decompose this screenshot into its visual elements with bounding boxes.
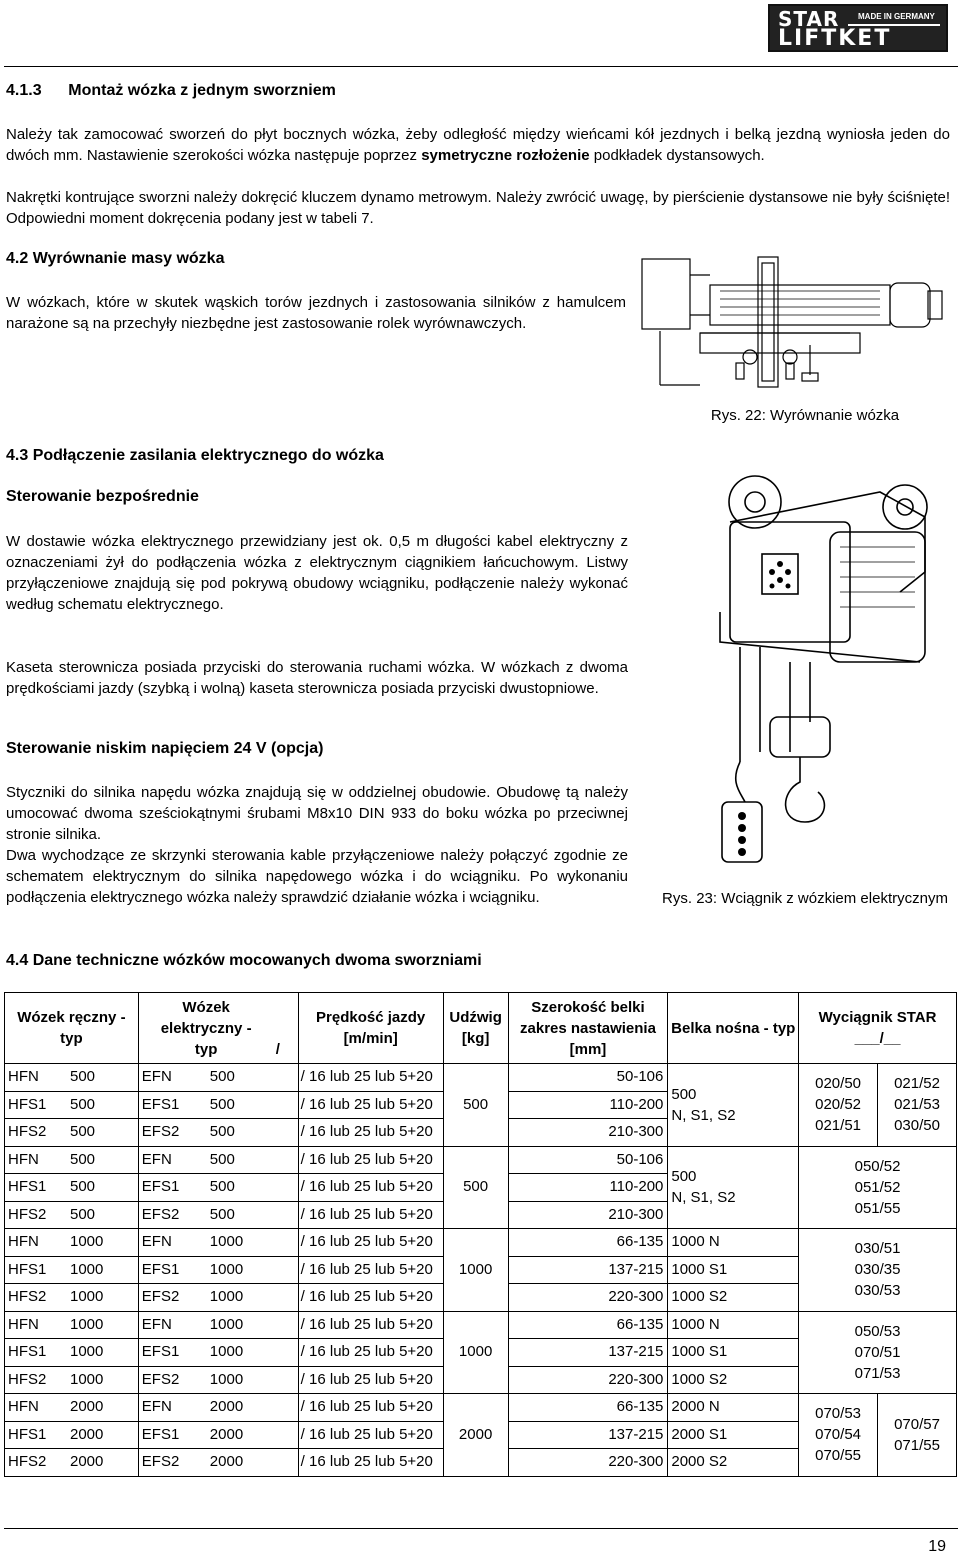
manual-size: 1000	[70, 1370, 104, 1388]
electric-size: 1000	[209, 1343, 244, 1361]
hoist-cell	[878, 1064, 957, 1147]
hoist-value: 021/53	[894, 1096, 940, 1114]
hoist-value: 030/51	[854, 1240, 901, 1258]
beam-type-cell: 1000 S1	[668, 1256, 799, 1284]
manual-type: HFS2	[8, 1453, 47, 1471]
hoist-value: 021/51	[815, 1117, 862, 1135]
manual-size: 2000	[70, 1398, 104, 1416]
manual-type: HFS2	[8, 1370, 47, 1388]
hoist-value: 021/52	[894, 1075, 940, 1093]
hoist-cell	[799, 1311, 957, 1394]
header-beam-width: Szerokość belki zakres nastawienia [mm]	[508, 993, 668, 1064]
manual-type-cell	[5, 1284, 139, 1312]
manual-type-cell	[5, 1256, 139, 1284]
beam-type-cell: 1000 S1	[668, 1339, 799, 1367]
electric-type: EFS1	[141, 1095, 180, 1113]
hoist-value: 071/53	[854, 1364, 901, 1382]
speed-cell: / 16 lub 25 lub 5+20	[298, 1229, 443, 1257]
manual-type-cell	[5, 1091, 139, 1119]
beam-width-cell: 137-215	[508, 1256, 668, 1284]
speed-cell: / 16 lub 25 lub 5+20	[298, 1394, 443, 1422]
electric-type-cell	[138, 1201, 298, 1229]
electric-size: 2000	[209, 1398, 244, 1416]
manual-type: HFN	[8, 1150, 39, 1168]
table-row	[5, 1064, 957, 1092]
beam-type-cell	[668, 1146, 799, 1229]
manual-size: 1000	[70, 1233, 104, 1251]
electric-size: 500	[209, 1205, 235, 1223]
electric-type-cell	[138, 1174, 298, 1202]
beam-type-cell: 1000 N	[668, 1229, 799, 1257]
hoist-value: 070/53	[815, 1405, 862, 1423]
table-row	[5, 1229, 957, 1257]
manual-size: 1000	[70, 1343, 104, 1361]
hoist-value: 051/52	[854, 1178, 901, 1196]
hoist-with-trolley-figure	[700, 462, 940, 872]
electric-type: EFN	[141, 1150, 172, 1168]
electric-type: EFN	[141, 1233, 172, 1251]
beam-width-cell: 66-135	[508, 1311, 668, 1339]
p1-part-bold: symetryczne rozłożenie	[421, 147, 590, 164]
manual-size: 1000	[70, 1315, 104, 1333]
beam-width-cell: 137-215	[508, 1421, 668, 1449]
manual-type-cell	[5, 1064, 139, 1092]
manual-type-cell	[5, 1146, 139, 1174]
electric-type-cell	[138, 1311, 298, 1339]
electric-size: 1000	[209, 1370, 244, 1388]
manual-type-cell	[5, 1366, 139, 1394]
speed-cell: / 16 lub 25 lub 5+20	[298, 1449, 443, 1477]
electric-type: EFS1	[141, 1343, 180, 1361]
beam-width-cell: 110-200	[508, 1174, 668, 1202]
speed-cell: / 16 lub 25 lub 5+20	[298, 1311, 443, 1339]
manual-type: HFS1	[8, 1178, 47, 1196]
figure-22-caption: Rys. 22: Wyrównanie wózka	[710, 407, 900, 424]
beam-width-cell: 137-215	[508, 1339, 668, 1367]
electric-type: EFS1	[141, 1178, 180, 1196]
speed-cell: / 16 lub 25 lub 5+20	[298, 1421, 443, 1449]
electric-type: EFS2	[141, 1370, 180, 1388]
hoist-value: 050/53	[854, 1322, 901, 1340]
electric-size: 1000	[209, 1288, 244, 1306]
speed-cell: / 16 lub 25 lub 5+20	[298, 1339, 443, 1367]
table-row	[5, 1311, 957, 1339]
electric-type-cell	[138, 1394, 298, 1422]
hoist-value: 020/52	[815, 1096, 862, 1114]
electric-type-cell	[138, 1229, 298, 1257]
capacity-cell: 1000	[443, 1311, 508, 1394]
header-beam-type: Belka nośna - typ	[668, 993, 799, 1064]
section-4-1-3-paragraph-2: Nakrętki kontrujące sworzni należy dokręcić kluczem dynamo metrowym. Należy zwrócić uwagę, by pierścienie dystansowe nie były ściśnięte! Odpowiedni moment dokręcenia podany jest w tabeli 7.	[6, 189, 950, 227]
manual-type-cell	[5, 1229, 139, 1257]
beam-width-cell: 220-300	[508, 1284, 668, 1312]
beam-type-cell: 1000 N	[668, 1311, 799, 1339]
manual-type-cell	[5, 1174, 139, 1202]
trolley-balance-figure	[640, 255, 950, 395]
electric-type: EFS2	[141, 1288, 180, 1306]
beam-type-cell: 2000 S2	[668, 1449, 799, 1477]
hoist-cell	[878, 1394, 957, 1477]
capacity-cell: 1000	[443, 1229, 508, 1312]
section-4-4-title: 4.4 Dane techniczne wózków mocowanych dwoma sworzniami	[6, 952, 482, 969]
electric-size: 500	[209, 1150, 235, 1168]
manual-size: 2000	[70, 1425, 104, 1443]
beam-variants: N, S1, S2	[671, 1106, 736, 1124]
manual-type-cell	[5, 1421, 139, 1449]
header-electric-type: Wózek elektryczny - typ /	[138, 993, 298, 1064]
capacity-cell: 500	[443, 1064, 508, 1147]
electric-type: EFN	[141, 1315, 172, 1333]
capacity-cell: 2000	[443, 1394, 508, 1477]
electric-size: 500	[209, 1123, 235, 1141]
p1-part-a: Należy tak zamocować sworzeń do płyt bocznych wózka, żeby odległość między wieńcami kół jezdnych i belką jezdną wyniosła jeden do dwóch mm. Nastawienie szerokości wózka następuje poprzez	[6, 126, 950, 164]
speed-cell: / 16 lub 25 lub 5+20	[298, 1146, 443, 1174]
hoist-value: 020/50	[815, 1075, 862, 1093]
beam-width-cell: 210-300	[508, 1201, 668, 1229]
company-logo	[768, 4, 948, 52]
section-4-3-paragraph-3: Styczniki do silnika napędu wózka znajdują się w oddzielnej obudowie. Obudowę tą należy umocować dwoma sześciokątnymi śrubami M8x10 DIN 933 do boku wózka po przeciwnej stronie silnika.	[6, 784, 628, 843]
beam-width-cell: 66-135	[508, 1394, 668, 1422]
hoist-value: 070/57	[894, 1415, 940, 1433]
beam-width-cell: 210-300	[508, 1119, 668, 1147]
electric-size: 1000	[209, 1315, 244, 1333]
spec-table-body	[5, 1064, 957, 1477]
manual-type-cell	[5, 1119, 139, 1147]
electric-type-cell	[138, 1256, 298, 1284]
electric-type-cell	[138, 1339, 298, 1367]
manual-type: HFS1	[8, 1343, 47, 1361]
electric-size: 2000	[209, 1425, 244, 1443]
hoist-value: 070/54	[815, 1426, 862, 1444]
manual-size: 500	[70, 1068, 96, 1086]
speed-cell: / 16 lub 25 lub 5+20	[298, 1284, 443, 1312]
manual-type: HFN	[8, 1315, 39, 1333]
hoist-value: 051/55	[854, 1199, 901, 1217]
electric-type: EFS1	[141, 1260, 180, 1278]
electric-size: 2000	[209, 1453, 244, 1471]
electric-size: 500	[209, 1178, 235, 1196]
electric-type: EFN	[141, 1068, 172, 1086]
table-row	[5, 1146, 957, 1174]
manual-type: HFS2	[8, 1288, 47, 1306]
beam-width-cell: 66-135	[508, 1229, 668, 1257]
electric-type-cell	[138, 1284, 298, 1312]
manual-type: HFS1	[8, 1425, 47, 1443]
logo-made-in: MADE IN GERMANY	[858, 12, 935, 21]
beam-width-cell: 50-106	[508, 1064, 668, 1092]
beam-capacity: 500	[671, 1085, 697, 1103]
manual-size: 2000	[70, 1453, 104, 1471]
hoist-value: 030/50	[894, 1117, 940, 1135]
beam-width-cell: 50-106	[508, 1146, 668, 1174]
beam-type-cell	[668, 1064, 799, 1147]
beam-variants: N, S1, S2	[671, 1189, 736, 1207]
logo-brand-top: STAR	[778, 7, 840, 31]
electric-type-cell	[138, 1146, 298, 1174]
capacity-cell: 500	[443, 1146, 508, 1229]
electric-type: EFS2	[141, 1123, 180, 1141]
hoist-value: 070/51	[854, 1343, 901, 1361]
electric-type: EFS1	[141, 1425, 180, 1443]
manual-size: 500	[70, 1123, 96, 1141]
trolley-spec-table	[4, 992, 957, 1477]
electric-type: EFS2	[141, 1453, 180, 1471]
beam-capacity: 500	[671, 1168, 697, 1186]
manual-type: HFN	[8, 1398, 39, 1416]
electric-size: 500	[209, 1095, 235, 1113]
manual-type: HFS2	[8, 1123, 47, 1141]
manual-size: 500	[70, 1205, 96, 1223]
electric-size: 1000	[209, 1260, 244, 1278]
electric-type-cell	[138, 1119, 298, 1147]
manual-type-cell	[5, 1201, 139, 1229]
hoist-value: 070/55	[815, 1447, 862, 1465]
manual-size: 1000	[70, 1260, 104, 1278]
manual-type-cell	[5, 1311, 139, 1339]
section-4-2-paragraph: W wózkach, które w skutek wąskich torów jezdnych i zastosowania silników z hamulcem narażone są na przechyły niezbędne jest zastosowanie rolek wyrównawczych.	[6, 294, 626, 332]
low-voltage-subtitle: Sterowanie niskim napięciem 24 V (opcja)	[6, 740, 324, 757]
logo-brand-bottom: LIFTKET	[778, 26, 892, 51]
header-capacity: Udźwig [kg]	[443, 993, 508, 1064]
section-4-3-paragraph-2: Kaseta sterownicza posiada przyciski do sterowania ruchami wózka. W wózkach z dwoma prędkościami jazdy (szybką i wolną) kaseta sterownicza posiada przyciski dwustopniowe.	[6, 659, 628, 697]
hoist-cell	[799, 1229, 957, 1312]
electric-type-cell	[138, 1366, 298, 1394]
speed-cell: / 16 lub 25 lub 5+20	[298, 1174, 443, 1202]
section-4-3-title: 4.3 Podłączenie zasilania elektrycznego do wózka	[6, 447, 384, 464]
page-number: 19	[928, 1538, 946, 1555]
manual-type-cell	[5, 1449, 139, 1477]
p1-part-c: podkładek dystansowych.	[589, 147, 765, 164]
electric-type-cell	[138, 1421, 298, 1449]
section-4-2-title: 4.2 Wyrównanie masy wózka	[6, 250, 225, 267]
header-rule	[4, 66, 958, 67]
section-4-1-3-title: 4.1.3 Montaż wózka z jednym sworzniem	[6, 82, 336, 99]
manual-type: HFS2	[8, 1205, 47, 1223]
electric-type: EFN	[141, 1398, 172, 1416]
speed-cell: / 16 lub 25 lub 5+20	[298, 1064, 443, 1092]
speed-cell: / 16 lub 25 lub 5+20	[298, 1119, 443, 1147]
manual-type: HFN	[8, 1068, 39, 1086]
speed-cell: / 16 lub 25 lub 5+20	[298, 1201, 443, 1229]
electric-size: 500	[209, 1068, 235, 1086]
manual-type-cell	[5, 1339, 139, 1367]
electric-type-cell	[138, 1064, 298, 1092]
electric-size: 1000	[209, 1233, 244, 1251]
hoist-value: 071/55	[894, 1436, 940, 1454]
electric-type-cell	[138, 1091, 298, 1119]
beam-type-cell: 2000 S1	[668, 1421, 799, 1449]
hoist-cell	[799, 1394, 878, 1477]
speed-cell: / 16 lub 25 lub 5+20	[298, 1091, 443, 1119]
beam-type-cell: 2000 N	[668, 1394, 799, 1422]
beam-type-cell: 1000 S2	[668, 1366, 799, 1394]
manual-size: 500	[70, 1178, 96, 1196]
beam-type-cell: 1000 S2	[668, 1284, 799, 1312]
footer-rule	[4, 1528, 958, 1529]
manual-type: HFN	[8, 1233, 39, 1251]
beam-width-cell: 220-300	[508, 1366, 668, 1394]
manual-type: HFS1	[8, 1260, 47, 1278]
manual-size: 1000	[70, 1288, 104, 1306]
hoist-value: 050/52	[854, 1157, 901, 1175]
section-4-1-3-paragraph-1	[6, 124, 950, 166]
header-manual-type: Wózek ręczny - typ	[5, 993, 139, 1064]
beam-width-cell: 110-200	[508, 1091, 668, 1119]
manual-type: HFS1	[8, 1095, 47, 1113]
figure-23-caption: Rys. 23: Wciągnik z wózkiem elektrycznym	[662, 890, 948, 907]
direct-control-subtitle: Sterowanie bezpośrednie	[6, 488, 199, 505]
manual-type-cell	[5, 1394, 139, 1422]
manual-size: 500	[70, 1095, 96, 1113]
hoist-cell	[799, 1064, 878, 1147]
manual-size: 500	[70, 1150, 96, 1168]
header-hoist: Wyciągnik STAR ___/__	[799, 993, 957, 1064]
beam-width-cell: 220-300	[508, 1449, 668, 1477]
electric-type: EFS2	[141, 1205, 180, 1223]
speed-cell: / 16 lub 25 lub 5+20	[298, 1256, 443, 1284]
speed-cell: / 16 lub 25 lub 5+20	[298, 1366, 443, 1394]
electric-type-cell	[138, 1449, 298, 1477]
hoist-value: 030/35	[854, 1261, 901, 1279]
hoist-cell	[799, 1146, 957, 1229]
table-row	[5, 1394, 957, 1422]
header-speed: Prędkość jazdy [m/min]	[298, 993, 443, 1064]
section-4-3-paragraph-1: W dostawie wózka elektrycznego przewidziany jest ok. 0,5 m długości kabel elektryczny z oznaczeniami żył do podłączenia wózka z elektrycznym ciągnikiem łańcuchowym. Listwy przyłączeniowe znajdują się pod pokrywą obudowy wciągniku, podłączenie należy wykonać według schematu elektrycznego.	[6, 533, 628, 613]
hoist-value: 030/53	[854, 1282, 901, 1300]
section-4-3-paragraph-4: Dwa wychodzące ze skrzynki sterowania kable przyłączeniowe należy połączyć zgodnie ze schematem elektrycznym do silnika napędowego wózka i do wciągniku. Po wykonaniu podłączenia elektrycznego wózka należy sprawdzić działanie wózka i wciągniku.	[6, 847, 628, 906]
